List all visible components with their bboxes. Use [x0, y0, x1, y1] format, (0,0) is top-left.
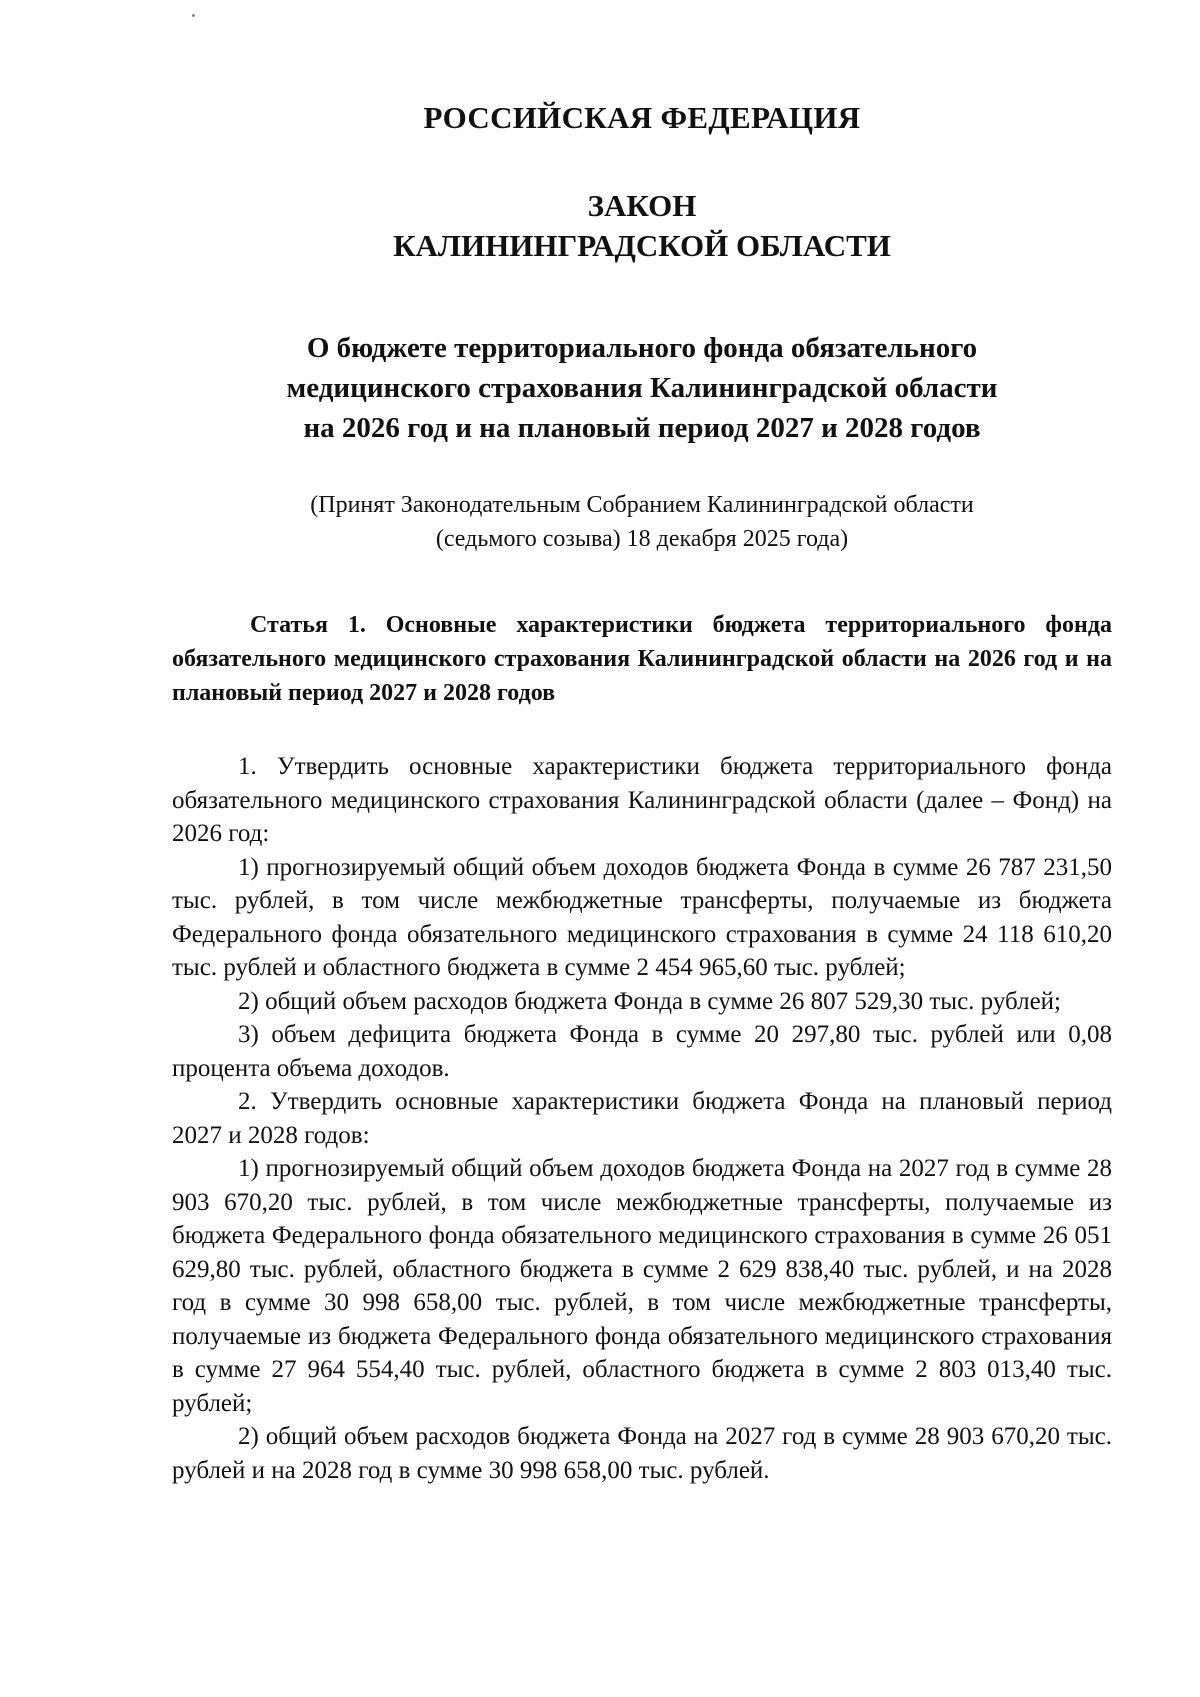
law-title-line-1: О бюджете территориального фонда обязательного	[306, 332, 978, 364]
adoption-note	[172, 488, 1112, 556]
article-1-body	[172, 750, 1112, 1487]
law-title-line-2: медицинского страхования Калининградской области	[286, 372, 998, 404]
paragraph: 2. Утвердить основные характеристики бюджета Фонда на плановый период 2027 и 2028 годов:	[172, 1088, 1112, 1149]
law-region-line: КАЛИНИНГРАДСКОЙ ОБЛАСТИ	[393, 228, 891, 263]
law-type-line: ЗАКОН	[587, 188, 697, 223]
law-title-line-3: на 2026 год и на плановый период 2027 и 2028 годов	[303, 412, 981, 444]
paragraph: 1. Утвердить основные характеристики бюджета территориального фонда обязательного медицинского страхования Калининградской области (далее – Фонд) на 2026 год:	[172, 753, 1112, 847]
document-page	[172, 100, 1112, 1487]
law-title	[172, 328, 1112, 448]
paragraph: 1) прогнозируемый общий объем доходов бюджета Фонда в сумме 26 787 231,50 тыс. рублей, в том числе межбюджетные трансферты, получаемые из бюджета Федерального фонда обязательного медицинского страхования в сумме 24 118 610,20 тыс. рублей и областного бюджета в сумме 2 454 965,60 тыс. рублей;	[172, 853, 1112, 981]
article-1-heading: Статья 1. Основные характеристики бюджета территориального фонда обязательного медицинского страхования Калининградской области на 2026 год и на плановый период 2027 и 2028 годов	[172, 612, 1112, 706]
paragraph: 3) объем дефицита бюджета Фонда в сумме 20 297,80 тыс. рублей или 0,08 процента объема доходов.	[172, 1021, 1112, 1082]
paragraph: 1) прогнозируемый общий объем доходов бюджета Фонда на 2027 год в сумме 28 903 670,20 тыс. рублей, в том числе межбюджетные трансферты, получаемые из бюджета Федерального фонда обязательного медицинского страхования в сумме 26 051 629,80 тыс. рублей, областного бюджета в сумме 2 629 838,40 тыс. рублей, и на 2028 год в сумме 30 998 658,00 тыс. рублей, в том числе межбюджетные трансферты, получаемые из бюджета Федерального фонда обязательного медицинского страхования в сумме 27 964 554,40 тыс. рублей, областного бюджета в сумме 2 803 013,40 тыс. рублей;	[172, 1155, 1112, 1417]
paragraph: 2) общий объем расходов бюджета Фонда в сумме 26 807 529,30 тыс. рублей;	[238, 987, 1061, 1015]
adoption-note-line-2: (седьмого созыва) 18 декабря 2025 года)	[435, 526, 849, 552]
scan-speck	[192, 14, 195, 17]
country-heading: РОССИЙСКАЯ ФЕДЕРАЦИЯ	[423, 100, 861, 135]
law-type-heading	[172, 186, 1112, 266]
adoption-note-line-1: (Принят Законодательным Собранием Калининградской области	[310, 492, 974, 518]
paragraph: 2) общий объем расходов бюджета Фонда на 2027 год в сумме 28 903 670,20 тыс. рублей и на 2028 год в сумме 30 998 658,00 тыс. рублей.	[172, 1423, 1112, 1484]
